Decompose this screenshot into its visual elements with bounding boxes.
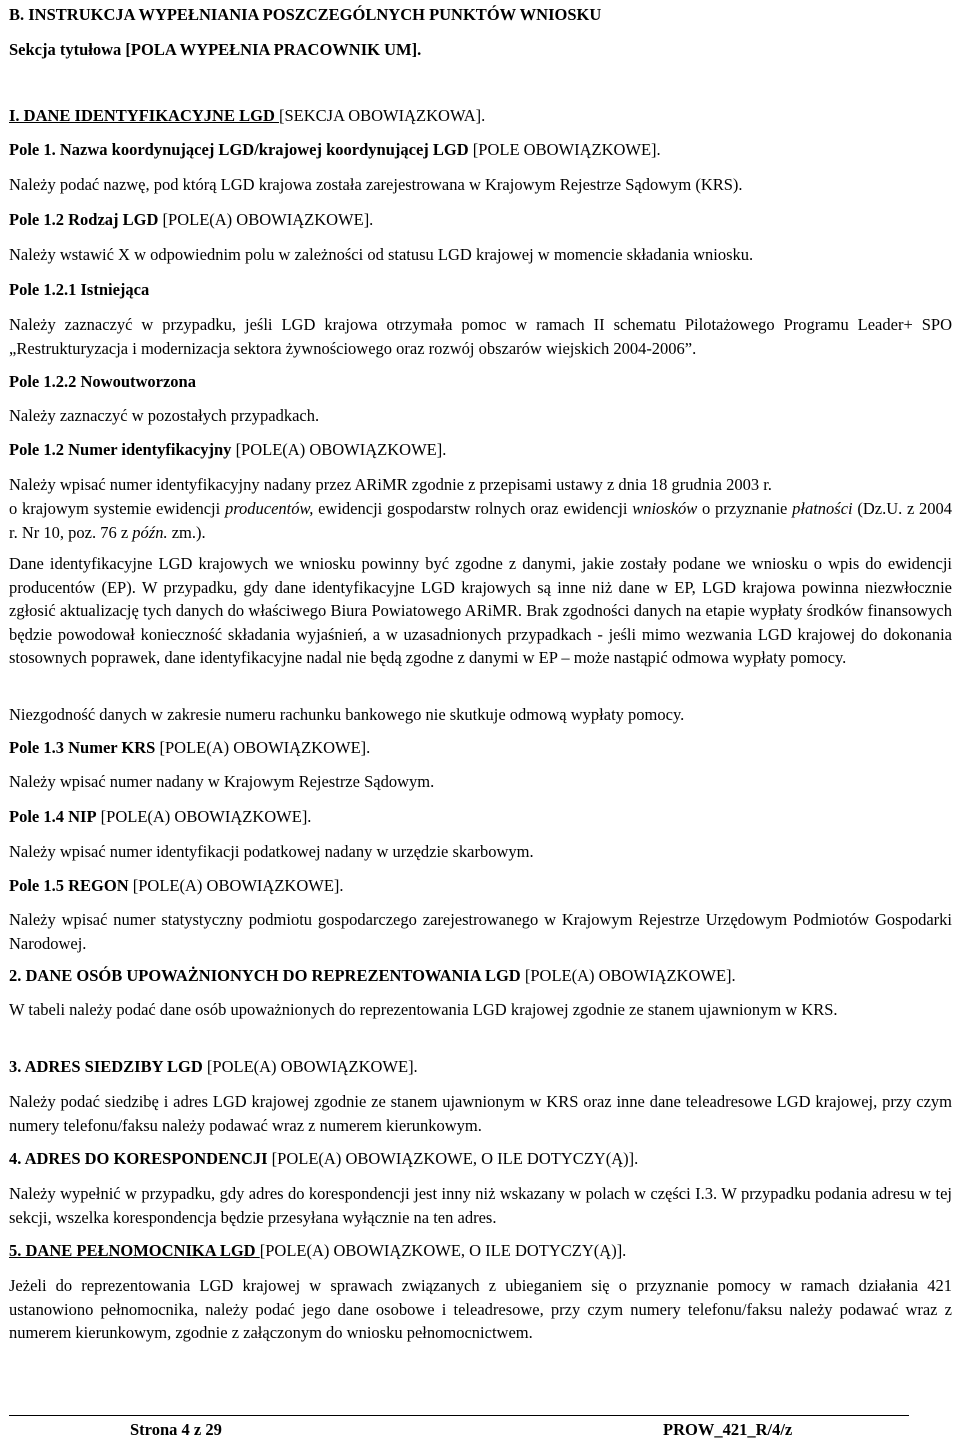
pole14-heading: Pole 1.4 NIP [POLE(A) OBOWIĄZKOWE]. [9,807,312,826]
section4-text: Należy wypełnić w przypadku, gdy adres do korespondencji jest inny niż wskazany w polach w części I.3. W przypadku podania adresu w tej sekcji, wszelka korespondencja będzie przesyłana wyłącznie na ten adres. [9,1184,952,1227]
footer-page-number: Strona 4 z 29 [130,1420,222,1439]
pole1-heading: Pole 1. Nazwa koordynującej LGD/krajowej koordynującej LGD [POLE OBOWIĄZKOWE]. [9,140,661,159]
section1-heading: I. DANE IDENTYFIKACYJNE LGD [SEKCJA OBOWIĄZKOWA]. [9,106,486,125]
pole13-text: Należy wpisać numer nadany w Krajowym Rejestrze Sądowym. [9,772,435,791]
section5-heading: 5. DANE PEŁNOMOCNIKA LGD [POLE(A) OBOWIĄZKOWE, O ILE DOTYCZY(Ą)]. [9,1241,627,1260]
pole122-heading: Pole 1.2.2 Nowoutworzona [9,372,196,391]
pole12n-heading: Pole 1.2 Numer identyfikacyjny [POLE(A) OBOWIĄZKOWE]. [9,440,447,459]
pole1-text: Należy podać nazwę, pod którą LGD krajowa została zarejestrowana w Krajowym Rejestrze Sądowym (KRS). [9,175,743,194]
pole121-text: Należy zaznaczyć w przypadku, jeśli LGD krajowa otrzymała pomoc w ramach II schematu Pilotażowego Programu Leader+ SPO „Restrukturyzacja i modernizacja sektora żywnościowego oraz rozwój obszarów wiejskich 2004-2006”. [9,315,952,358]
pole12-heading: Pole 1.2 Rodzaj LGD [POLE(A) OBOWIĄZKOWE]. [9,210,374,229]
section2-heading: 2. DANE OSÓB UPOWAŻNIONYCH DO REPREZENTOWANIA LGD [POLE(A) OBOWIĄZKOWE]. [9,966,736,985]
pole15-heading: Pole 1.5 REGON [POLE(A) OBOWIĄZKOWE]. [9,876,344,895]
section3-text: Należy podać siedzibę i adres LGD krajowej zgodnie ze stanem ujawnionym w KRS oraz inne dane teleadresowe LGD krajowej, przy czym numery telefonu/faksu należy podawać wraz z numerem kierunkowym. [9,1092,952,1135]
pole15-text: Należy wpisać numer statystyczny podmiotu gospodarczego zarejestrowanego w Krajowym Rejestrze Urzędowym Podmiotów Gospodarki Narodowej. [9,910,952,953]
section4-heading: 4. ADRES DO KORESPONDENCJI [POLE(A) OBOWIĄZKOWE, O ILE DOTYCZY(Ą)]. [9,1149,639,1168]
pole12-text: Należy wstawić X w odpowiednim polu w zależności od statusu LGD krajowej w momencie składania wniosku. [9,245,754,264]
pole12n-law-reference: o krajowym systemie ewidencji producentów, ewidencji gospodarstw rolnych oraz ewidencji wniosków o przyznanie płatności (Dz.U. z 2004 r. Nr 10, poz. 76 z późn. zm.). [9,499,953,542]
pole14-text: Należy wpisać numer identyfikacji podatkowej nadany w urzędzie skarbowym. [9,842,534,861]
section3-heading: 3. ADRES SIEDZIBY LGD [POLE(A) OBOWIĄZKOWE]. [9,1057,418,1076]
pole13-heading: Pole 1.3 Numer KRS [POLE(A) OBOWIĄZKOWE]. [9,738,371,757]
section2-text: W tabeli należy podać dane osób upoważnionych do reprezentowania LGD krajowej zgodnie ze stanem ujawnionym w KRS. [9,1000,838,1019]
pole12n-paragraph-2: Dane identyfikacyjne LGD krajowych we wniosku powinny być zgodne z danymi, jakie zostały podane we wniosku o wpis do ewidencji producentów (EP). W przypadku, gdy dane identyfikacyjne LGD krajowych są inne niż dane w EP, LGD krajowa powinna niezwłocznie zgłosić aktualizację tych danych do właściwego Biura Powiatowego ARiMR. Brak zgodności danych na etapie wypłaty środków finansowych będzie powodował konieczność składania wyjaśnień, a w uzasadnionych przypadkach - jeśli mimo wezwania LGD krajowej do dokonania stosownych poprawek, dane identyfikacyjne nadal nie będą zgodne z danymi w EP – może nastąpić odmowa wypłaty pomocy. [9,554,952,667]
section5-text: Jeżeli do reprezentowania LGD krajowej w sprawach związanych z ubieganiem się o przyznanie pomocy w ramach działania 421 ustanowiono pełnomocnika, należy podać jego dane osobowe i teleadresowe, przy czym numery telefonu/faksu należy podawać wraz z numerem kierunkowym, zgodnie z załączonym do wniosku pełnomocnictwem. [9,1276,952,1342]
pole122-text: Należy zaznaczyć w pozostałych przypadkach. [9,406,320,425]
title-section-heading: Sekcja tytułowa [POLA WYPEŁNIA PRACOWNIK UM]. [9,40,422,59]
pole121-heading: Pole 1.2.1 Istniejąca [9,280,150,299]
pole12n-paragraph-3: Niezgodność danych w zakresie numeru rachunku bankowego nie skutkuje odmową wypłaty pomocy. [9,705,685,724]
section-heading-b: B. INSTRUKCJA WYPEŁNIANIA POSZCZEGÓLNYCH PUNKTÓW WNIOSKU [9,5,602,24]
pole12n-text: Należy wpisać numer identyfikacyjny nadany przez ARiMR zgodnie z przepisami ustawy z dnia 18 grudnia 2003 r. [9,475,772,494]
footer-document-code: PROW_421_R/4/z [663,1420,793,1439]
footer-divider [9,1415,909,1416]
